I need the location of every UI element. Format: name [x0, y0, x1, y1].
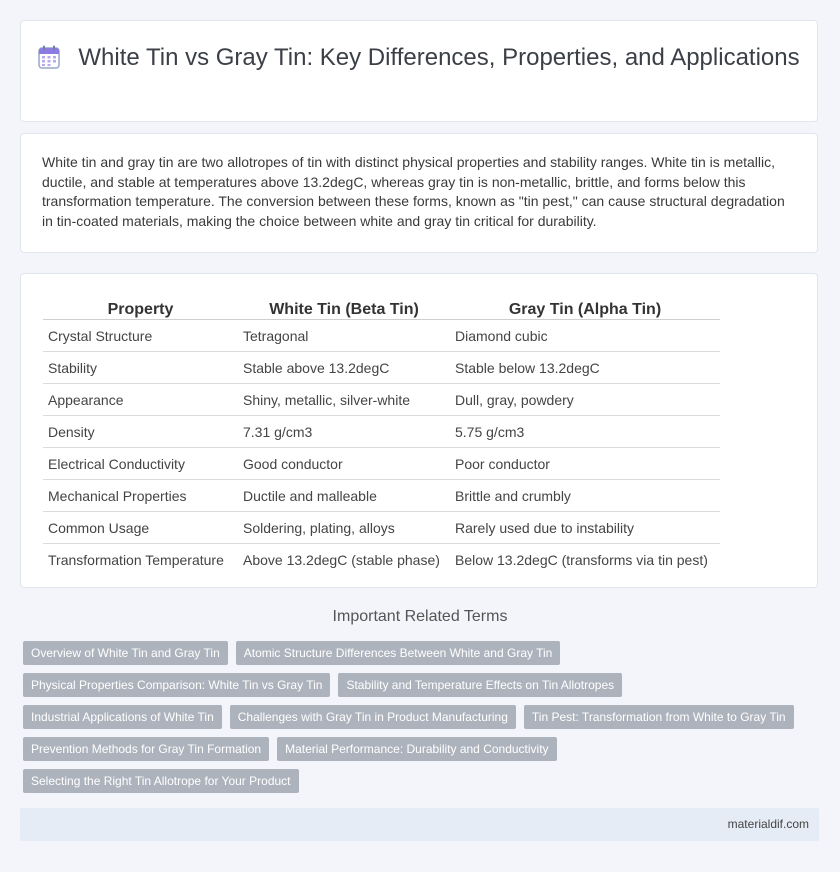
table-cell: Diamond cubic	[450, 320, 720, 352]
table-cell: Below 13.2degC (transforms via tin pest)	[450, 544, 720, 576]
table-cell: Poor conductor	[450, 448, 720, 480]
intro-paragraph: White tin and gray tin are two allotropes of tin with distinct physical properties and stability ranges. White tin is metallic, ductile, and stable at temperatures above 13.2degC, whereas gray tin is non-metallic, brittle, and forms below this transformation temperature. The conversion between these forms, known as "tin pest," can cause structural degradation in tin-coated materials, making the choice between white and gray tin critical for durability.	[42, 154, 785, 229]
table-cell: Appearance	[43, 384, 238, 416]
related-term-link[interactable]: Overview of White Tin and Gray Tin	[23, 641, 228, 665]
table-row	[43, 512, 720, 544]
footer	[20, 808, 819, 841]
related-terms-heading: Important Related Terms	[332, 608, 508, 625]
table-row	[43, 384, 720, 416]
page-title-text: White Tin vs Gray Tin: Key Differences, Properties, and Applications	[78, 44, 800, 71]
related-term-link[interactable]: Industrial Applications of White Tin	[23, 705, 222, 729]
related-term-link[interactable]: Atomic Structure Differences Between White and Gray Tin	[236, 641, 561, 665]
related-term-link[interactable]: Stability and Temperature Effects on Tin Allotropes	[338, 673, 622, 697]
table-cell: Tetragonal	[238, 320, 450, 352]
table-cell: Good conductor	[238, 448, 450, 480]
related-term-link[interactable]: Tin Pest: Transformation from White to Gray Tin	[524, 705, 794, 729]
table-cell: Stable above 13.2degC	[238, 352, 450, 384]
table-cell: Mechanical Properties	[43, 480, 238, 512]
table-cell: Stability	[43, 352, 238, 384]
table-row	[43, 544, 720, 576]
column-header-gray-tin: Gray Tin (Alpha Tin)	[508, 301, 662, 318]
related-term-link[interactable]: Physical Properties Comparison: White Tin vs Gray Tin	[23, 673, 330, 697]
table-cell: Crystal Structure	[43, 320, 238, 352]
table-cell: Density	[43, 416, 238, 448]
table-row	[43, 352, 720, 384]
table-cell: Ductile and malleable	[238, 480, 450, 512]
table-cell: 5.75 g/cm3	[450, 416, 720, 448]
table-header-row	[43, 296, 720, 320]
footer-site-name: materialdif.com	[727, 817, 809, 831]
comparison-table-card	[20, 273, 818, 588]
table-cell: Common Usage	[43, 512, 238, 544]
table-cell: Soldering, plating, alloys	[238, 512, 450, 544]
table-cell: Electrical Conductivity	[43, 448, 238, 480]
table-cell: Stable below 13.2degC	[450, 352, 720, 384]
table-row	[43, 448, 720, 480]
column-header-white-tin: White Tin (Beta Tin)	[269, 301, 419, 318]
related-term-link[interactable]: Prevention Methods for Gray Tin Formation	[23, 737, 269, 761]
title-card	[20, 20, 818, 122]
table-cell: Brittle and crumbly	[450, 480, 720, 512]
table-cell: Transformation Temperature	[43, 544, 238, 576]
column-header-property: Property	[107, 301, 174, 318]
calendar-icon	[38, 45, 60, 76]
table-cell: Dull, gray, powdery	[450, 384, 720, 416]
related-term-link[interactable]: Material Performance: Durability and Conductivity	[277, 737, 556, 761]
page-title	[21, 43, 817, 76]
table-cell: Rarely used due to instability	[450, 512, 720, 544]
related-terms-list	[23, 641, 803, 793]
table-row	[43, 416, 720, 448]
table-cell: Shiny, metallic, silver-white	[238, 384, 450, 416]
table-row	[43, 480, 720, 512]
related-term-link[interactable]: Selecting the Right Tin Allotrope for Your Product	[23, 769, 299, 793]
table-row	[43, 320, 720, 352]
related-term-link[interactable]: Challenges with Gray Tin in Product Manufacturing	[230, 705, 516, 729]
table-cell: Above 13.2degC (stable phase)	[238, 544, 450, 576]
comparison-table	[43, 296, 720, 575]
intro-card	[20, 133, 818, 253]
table-cell: 7.31 g/cm3	[238, 416, 450, 448]
